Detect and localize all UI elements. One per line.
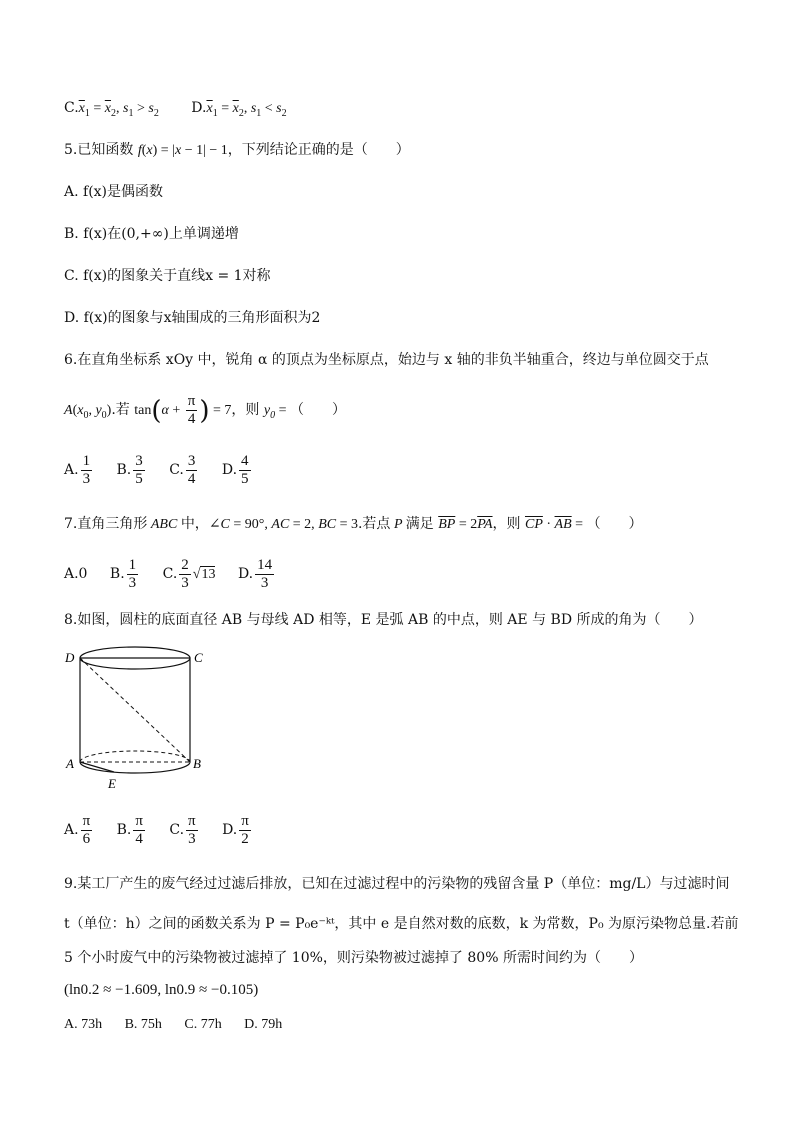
q5-option-b: B. f(x)在(0,+∞)上单调递增 (64, 226, 239, 242)
label-c: C (194, 650, 203, 665)
q7-option-a: A.0 (64, 566, 88, 582)
q5-function: f(x) = |x − 1| − 1 (137, 143, 228, 158)
q9-line2: t（单位：h）之间的函数关系为 P = P₀e⁻ᵏᵗ，其中 e 是自然对数的底数，k 为常数，P₀ 为原污染物总量.若前 (64, 916, 739, 932)
q9-option-b: B. 75h (124, 1017, 162, 1032)
q7-stem-end: ，则 (492, 516, 521, 532)
q8-option-d: D. $\frac{\pi}{2}$ (222, 812, 249, 847)
q6-option-a: A. $\frac{1}{3}$ (64, 452, 91, 487)
q4-option-c: $C.\overline{x}_1 = \overline{x}_2$, $s_1 > s_2$ (64, 100, 159, 119)
label-a: A (66, 756, 74, 771)
q6-y0: $y_0$ (263, 403, 276, 421)
q6-tan-expression: tan(α + $\frac{\pi}{4}$ ) = 7 (134, 393, 232, 428)
q6-option-b: B. $\frac{3}{5}$ (116, 452, 143, 487)
label-b: B (193, 756, 201, 771)
q8-options (64, 812, 271, 848)
q6-stem-mid: .若 (111, 402, 130, 418)
q9-option-c: C. 77h (184, 1017, 222, 1032)
q6-options (64, 452, 271, 488)
q7-stem-tail: （ ） (586, 516, 643, 532)
q7-stem-cond2: 满足 (405, 516, 434, 532)
q4-option-d-label: D. (191, 100, 207, 116)
q4-option-c-label: C. (64, 100, 79, 116)
q9-line1: 9.某工厂产生的废气经过过滤后排放，已知在过滤过程中的污染物的残留含量 P（单位：mg/L）与过滤时间 (64, 876, 730, 892)
q8-stem: 8.如图，圆柱的底面直径 AB 与母线 AD 相等，E 是弧 AB 的中点，则 AE 与 BD 所成的角为（ ） (64, 612, 703, 628)
q9-line4: (ln0.2 ≈ −1.609, ln0.9 ≈ −0.105) (64, 982, 259, 998)
q7-option-c: C. $\frac{2}{3}$ √13 (162, 556, 216, 591)
q7-conditions: ∠C = 90°, AC = 2, BC = 3 (208, 517, 358, 532)
q7-stem-mid: 中， (180, 516, 209, 532)
q5-stem-suffix: ，下列结论正确的是（ ） (227, 142, 410, 158)
q5-option-d: D. f(x)的图象与x轴围成的三角形面积为2 (64, 310, 321, 326)
q6-option-d: D. $\frac{4}{5}$ (221, 452, 249, 487)
q6-stem-tail: （ ） (290, 402, 346, 418)
q6-stem-line1: 6.在直角坐标系 xOy 中，锐角 α 的顶点为坐标原点，始边与 x 轴的非负半轴重合，终边与单位圆交于点 (64, 352, 709, 368)
q7-options (64, 556, 294, 593)
bottom-front-arc (80, 762, 190, 773)
cylinder-figure (62, 640, 212, 790)
q7-option-b: B. $\frac{1}{3}$ (109, 556, 137, 591)
q6-point-a: $A(x_0$, $y_0$) (64, 403, 112, 421)
q7-stem: 7.直角三角形 ABC 中，∠C = 90°, AC = 2, BC = 3.若点 P 满足 $\overline{BP} = 2\overline{PA}$，则 $\overline{CP} \cdot \overline{AB}$ = （ ） (64, 516, 643, 532)
q5-stem (64, 140, 410, 161)
q8-option-b: B. $\frac{\pi}{4}$ (116, 812, 143, 847)
q4-option-d: $D.\overline{x}_1 = \overline{x}_2$, $s_1 < s_2$ (191, 100, 287, 119)
q6-stem-line2: $A(x_0$, $y_0$).若 tan(α + $\frac{\pi}{4}$ ) = 7，则 $y_0$ = （ ） (64, 393, 346, 428)
q6-stem-end: ，则 (231, 402, 260, 418)
q7-stem-prefix: 7.直角三角形 (64, 516, 148, 532)
q7-stem-cond: .若点 (357, 516, 391, 532)
q5-stem-prefix: 5.已知函数 (64, 142, 134, 158)
q8-option-c: C. $\frac{\pi}{3}$ (169, 812, 196, 847)
bottom-back-arc (80, 751, 190, 762)
q7-triangle: ABC (147, 517, 181, 532)
q9-options (64, 1014, 300, 1035)
q7-vector-condition: $\overline{BP} = 2\overline{PA}$ (438, 517, 493, 532)
q9-option-a: A. 73h (64, 1017, 103, 1032)
q4-options (64, 98, 305, 124)
q5-option-a: A. f(x)是偶函数 (64, 184, 164, 200)
label-d: D (65, 650, 75, 665)
q7-option-d: D. $\frac{14}{3}$ (237, 556, 273, 591)
segment-bd (80, 658, 190, 762)
q6-option-c: C. $\frac{3}{4}$ (169, 452, 196, 487)
q5-option-c: C. f(x)的图象关于直线x = 1对称 (64, 268, 271, 284)
label-e: E (108, 776, 116, 790)
q8-option-a: A. $\frac{\pi}{6}$ (64, 812, 91, 847)
q7-dot-product: $\overline{CP} \cdot \overline{AB}$ = (524, 517, 587, 532)
q9-option-d: D. 79h (244, 1017, 283, 1032)
q9-line3: 5 个小时废气中的污染物被过滤掉了 10%，则污染物被过滤掉了 80% 所需时间约为（ ） (64, 950, 643, 966)
